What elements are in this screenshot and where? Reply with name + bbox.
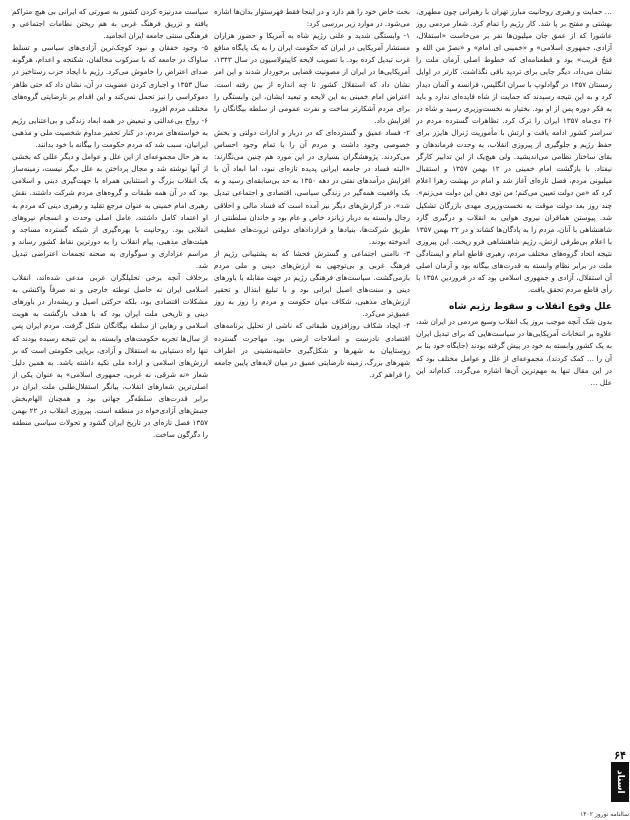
article-column-right bbox=[416, 6, 612, 802]
magazine-logo: اسناد bbox=[611, 762, 629, 802]
article-column-middle bbox=[214, 6, 410, 814]
issue-label: سالنامه نوروز ۱۴۰۲ bbox=[580, 811, 629, 818]
paragraph: سیاست مدرنیزه کردن کشور به صورتی که ایرانی بی هیچ متراکم یافته و تزریق فرهنگ غربی به هم ریختن نظامات اجتماعی و فرهنگی سنتی جامعه ایران انجامید. bbox=[12, 7, 208, 41]
paragraph: ۴- ایجاد شکاف روزافزون طبقاتی که ناشی از تحلیل برنامه‌های اقتصادی نادرست و اصلاحات ارضی بود. مهاجرت گسترده روستاییان به شهرها و شکل‌گیری حاشیه‌نشینی در اطراف شهرهای بزرگ، زمینه نارضایتی عمیق در میان لایه‌های پایین جامعه را فراهم کرد. bbox=[214, 321, 410, 379]
paragraph: به هر حال مجموعه‌ای از این علل و عوامل و دیگر عللی که بخشی از آنها نوشته شد و مجال پرداختن به علل دیگر نیست، زمینه‌ساز یک انقلاب بزرگ و استثنایی همراه با جهت‌گیری دینی و اسلامی بود که در آن همه طبقات و گروه‌های مردم شرکت داشتند. نقش رهبری امام خمینی به عنوان مرجع تقلید و رهبری دینی که مردم به او اعتماد کامل داشتند، عامل اصلی وحدت و انسجام نیروهای انقلابی بود. روحانیت با بهره‌گیری از شبکه گسترده مساجد و هیئت‌های مذهبی، پیام انقلاب را به دورترین نقاط کشور رساند و مراسم عزاداری و سوگواری به صحنه تجمعات اعتراضی تبدیل شد. bbox=[12, 152, 208, 270]
page-gutter bbox=[612, 0, 630, 820]
page-number: ۶۴ bbox=[614, 749, 626, 762]
paragraph: … حمایت و رهبری روحانیت مبارز تهران با رهبرانی چون مطهری، بهشتی و مفتح بر پا شد. کار رژیم را تمام کرد. شعار مردمی روز عاشورا که از عمق جان میلیون‌ها نفر بر می‌خاست «استقلال، آزادی، جمهوری اسلامی» و «خمینی ای امام» و «نصرٌ من الله و فتحٌ قریب» بود و قطعنامه‌ای که خطوط اصلی آرمان ملت را نشان می‌داد، دیگر جایی برای تردید باقی نگذاشت. کارتر در اوایل زمستان ۱۳۵۷ در گوادلوپ با سران انگلیس، فرانسه و آلمان دیدار کرد و به این نتیجه رسیدند که حمایت از شاه فایده‌ای ندارد و باید به فکر دوره پس از او بود. بختیار به نخست‌وزیری رسید و شاه در ۲۶ دی‌ماه ۱۳۵۷ ایران را ترک کرد. تظاهرات گسترده مردم در سراسر کشور ادامه یافت و ارتش با مأموریت ژنرال هایزر برای حفظ رژیم و جلوگیری از پیروزی انقلاب، به وحدت فرماندهان و بقای ساختار نظامی می‌اندیشید. ولی هیچ‌یک از این تدابیر کارگر نیفتاد. با بازگشت امام خمینی در ۱۲ بهمن ۱۳۵۷ و استقبال میلیونی مردم، فصل تازه‌ای آغاز شد و امام در بهشت زهرا اعلام کرد که «من دولت تعیین می‌کنم؛ من توی دهن این دولت می‌زنم». چند روز بعد دولت موقت به نخست‌وزیری مهدی بازرگان تشکیل شد. پیوستن همافران نیروی هوایی به انقلاب و درگیری گارد شاهنشاهی با آنان، مردم را به پادگان‌ها کشاند و در ۲۲ بهمن ۱۳۵۷ با اعلام بی‌طرفی ارتش، رژیم شاهنشاهی فرو ریخت. این پیروزی نتیجه اتحاد گروه‌های مختلف مردم، رهبری قاطع امام و ایستادگی ملت در برابر نظام وابسته به قدرت‌های بیگانه بود و آرمان اصلی آن استقلال، آزادی و جمهوری اسلامی بود که در فروردین ۱۳۵۸ با رأی قاطع مردم تحقق یافت. bbox=[416, 7, 612, 295]
paragraph: ۶- رواج بی‌عدالتی و تبعیض در همه ابعاد زندگی و بی‌اعتنایی رژیم به خواسته‌های مردم، در کنار تحقیر مداوم شخصیت ملی و مذهبی ایرانیان، سبب شد که مردم حکومت را بیگانه با خود بدانند. bbox=[12, 115, 208, 150]
paragraph: ۳- ناامنی اجتماعی و گسترش فحشا که به پشتیبانی رژیم از فرهنگ غربی و بی‌توجهی به ارزش‌های دینی و ملی مردم بازمی‌گشت. سیاست‌های فرهنگی رژیم در جهت مقابله با باورهای دینی و سنت‌های اصیل ایرانی بود و با تبلیغ ابتذال و تحقیر ارزش‌های مذهبی، شکاف میان حکومت و مردم را روز به روز عمیق‌تر می‌کرد. bbox=[214, 248, 410, 319]
paragraph: بدون شک آنچه موجب بروز یک انقلاب وسیع مردمی در ایران شد، علاوه بر انتخابات آمریکایی‌ها در سیاست‌هایی که برای تبدیل ایران به یک کشور وابسته به خود در پیش گرفته بودند (جایگاه خود بنا بر آن را … کمک کردند)، مجموعه‌ای از علل و عوامل مختلف بود که در این مقال تنها به مهم‌ترین آن‌ها اشاره می‌گردد. کدام‌اند این علل … bbox=[416, 317, 612, 387]
paragraph: ۵- وجود خفقان و نبود کوچک‌ترین آزادی‌های سیاسی و تسلط ساواک در جامعه که با سرکوب مخالفان، شکنجه و اعدام، هرگونه صدای اعتراض را خاموش می‌کرد. رژیم با ایجاد حزب رستاخیز در سال ۱۳۵۳ و اجباری کردن عضویت در آن، نشان داد که حتی ظاهر دموکراسی را نیز تحمل نمی‌کند و این اقدام بر نارضایتی گروه‌های مختلف مردم افزود. bbox=[12, 43, 208, 113]
section-heading: علل وقوع انقلاب و سقوط رژیم شاه bbox=[448, 302, 612, 313]
paragraph: ۲- فساد عمیق و گسترده‌ای که در دربار و ادارات دولتی و بخش خصوصی وجود داشت و مردم آن را با تمام وجود احساس می‌کردند. پژوهشگران بسیاری در این مورد هم چنین می‌نگارند: «البته فساد در جامعه ایرانی پدیده تازه‌ای نبود، اما ابعاد آن با افزایش درآمدهای نفتی در دهه ۱۳۵۰ به حد بی‌سابقه‌ای رسید و به یک واقعیت همه‌گیر در زندگی سیاسی، اقتصادی و اجتماعی تبدیل شد». در گزارش‌های دیگر نیز آمده است که فساد مالی و اخلاقی رجال وابسته به دربار زبانزد خاص و عام بود و خاندان سلطنتی از طریق شرکت‌ها، بنیادها و قراردادهای دولتی ثروت‌های عظیمی اندوخته بودند. bbox=[214, 127, 410, 246]
paragraph: برخلاف آنچه برخی تحلیلگران غربی مدعی شده‌اند، انقلاب اسلامی ایران نه حاصل توطئه خارجی و نه صرفاً واکنشی به مشکلات اقتصادی بود، بلکه حرکتی اصیل و ریشه‌دار در باورهای دینی و تاریخی ملت ایران بود که با هدف بازگشت به هویت اسلامی و رهایی از سلطه بیگانگان شکل گرفت. مردم ایران پس از سال‌ها تجربه حکومت‌های وابسته، به این نتیجه رسیده بودند که تنها راه دستیابی به استقلال و آزادی، برپایی حکومتی است که بر ارزش‌های اسلامی و اراده ملی تکیه داشته باشد. به همین دلیل شعار «نه شرقی، نه غربی، جمهوری اسلامی» به عنوان یکی از اصلی‌ترین شعارهای انقلاب، بیانگر استقلال‌طلبی ملت ایران در برابر قدرت‌های سلطه‌گر جهانی بود و همچنان الهام‌بخش جنبش‌های آزادی‌خواه در منطقه است. پیروزی انقلاب در ۲۲ بهمن ۱۳۵۷ فصل تازه‌ای در تاریخ ایران گشود و تحولات سیاسی منطقه را دگرگون ساخت. bbox=[12, 273, 208, 440]
paragraph: ۱- وابستگی شدید و علنی رژیم شاه به آمریکا و حضور هزاران مستشار آمریکایی در ایران که حکومت ایران را به یک پایگاه منافع غرب تبدیل کرده بود. با تصویب لایحه کاپیتولاسیون در سال ۱۳۴۳، آمریکایی‌ها در ایران از مصونیت قضایی برخوردار شدند و این امر نشان داد که استقلال کشور تا چه اندازه از بین رفته است. اعتراض امام خمینی به این لایحه و تبعید ایشان، این وابستگی را برای مردم آشکارتر ساخت و نفرت عمومی از سلطه بیگانگان را افزایش داد. bbox=[214, 31, 410, 125]
article-column-left bbox=[12, 6, 208, 814]
paragraph: بحث خاص خود را هم دارد و در اینجا فقط فهرستوار بدان‌ها اشاره می‌شود. در موارد زیر بررسی کرد: bbox=[214, 7, 410, 29]
